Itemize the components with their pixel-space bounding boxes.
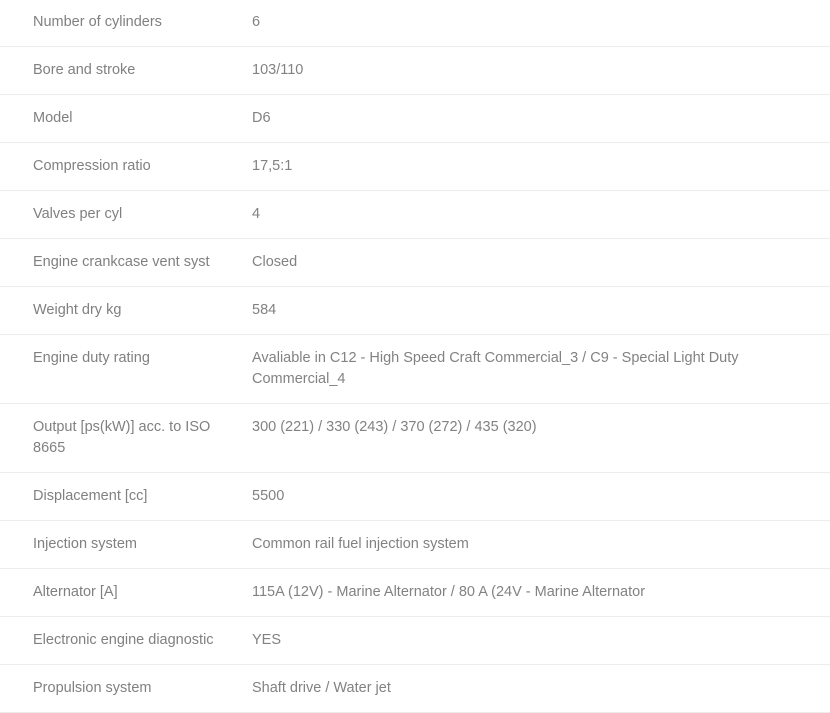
table-row xyxy=(0,239,830,287)
table-row xyxy=(0,473,830,521)
spec-value: 6 xyxy=(252,14,261,30)
spec-label: Propulsion system xyxy=(33,680,152,697)
table-row xyxy=(0,143,830,191)
table-row xyxy=(0,191,830,239)
spec-value: Avaliable in C12 - High Speed Craft Commercial_3 / C9 - Special Light Duty Commercial_4 xyxy=(252,350,739,388)
spec-value: Closed xyxy=(252,254,298,271)
spec-value: YES xyxy=(252,632,282,649)
spec-label: Model xyxy=(33,110,73,127)
table-row xyxy=(0,521,830,569)
table-row xyxy=(0,287,830,335)
spec-label: Engine duty rating xyxy=(33,350,150,367)
table-row xyxy=(0,665,830,713)
spec-label: Electronic engine diagnostic xyxy=(33,632,214,649)
spec-label: Engine crankcase vent syst xyxy=(33,254,210,271)
spec-label: Bore and stroke xyxy=(33,62,136,79)
spec-label: Number of cylinders xyxy=(33,14,162,30)
spec-label: Injection system xyxy=(33,536,137,553)
spec-value: D6 xyxy=(252,110,271,127)
spec-label: Valves per cyl xyxy=(33,206,123,223)
spec-label: Weight dry kg xyxy=(33,302,122,319)
spec-value: 300 (221) / 330 (243) / 370 (272) / 435 (320) xyxy=(252,419,537,436)
spec-value: 115A (12V) - Marine Alternator / 80 A (24V - Marine Alternator xyxy=(252,584,646,601)
table-row xyxy=(0,95,830,143)
spec-label: Compression ratio xyxy=(33,158,151,175)
spec-value: 17,5:1 xyxy=(252,158,293,175)
table-row xyxy=(0,617,830,665)
table-row xyxy=(0,404,830,473)
table-row xyxy=(0,335,830,404)
table-row xyxy=(0,569,830,617)
spec-value: Common rail fuel injection system xyxy=(252,536,469,553)
spec-label: Alternator [A] xyxy=(33,584,118,601)
spec-label: Displacement [cc] xyxy=(33,488,148,505)
spec-value: 5500 xyxy=(252,488,285,505)
spec-value: 4 xyxy=(252,206,261,223)
spec-value: Shaft drive / Water jet xyxy=(252,680,391,697)
table-row xyxy=(0,47,830,95)
spec-value: 103/110 xyxy=(252,62,304,79)
spec-label: Output [ps(kW)] acc. to ISO 8665 xyxy=(33,419,211,457)
table-row xyxy=(0,0,830,47)
spec-value: 584 xyxy=(252,302,277,319)
